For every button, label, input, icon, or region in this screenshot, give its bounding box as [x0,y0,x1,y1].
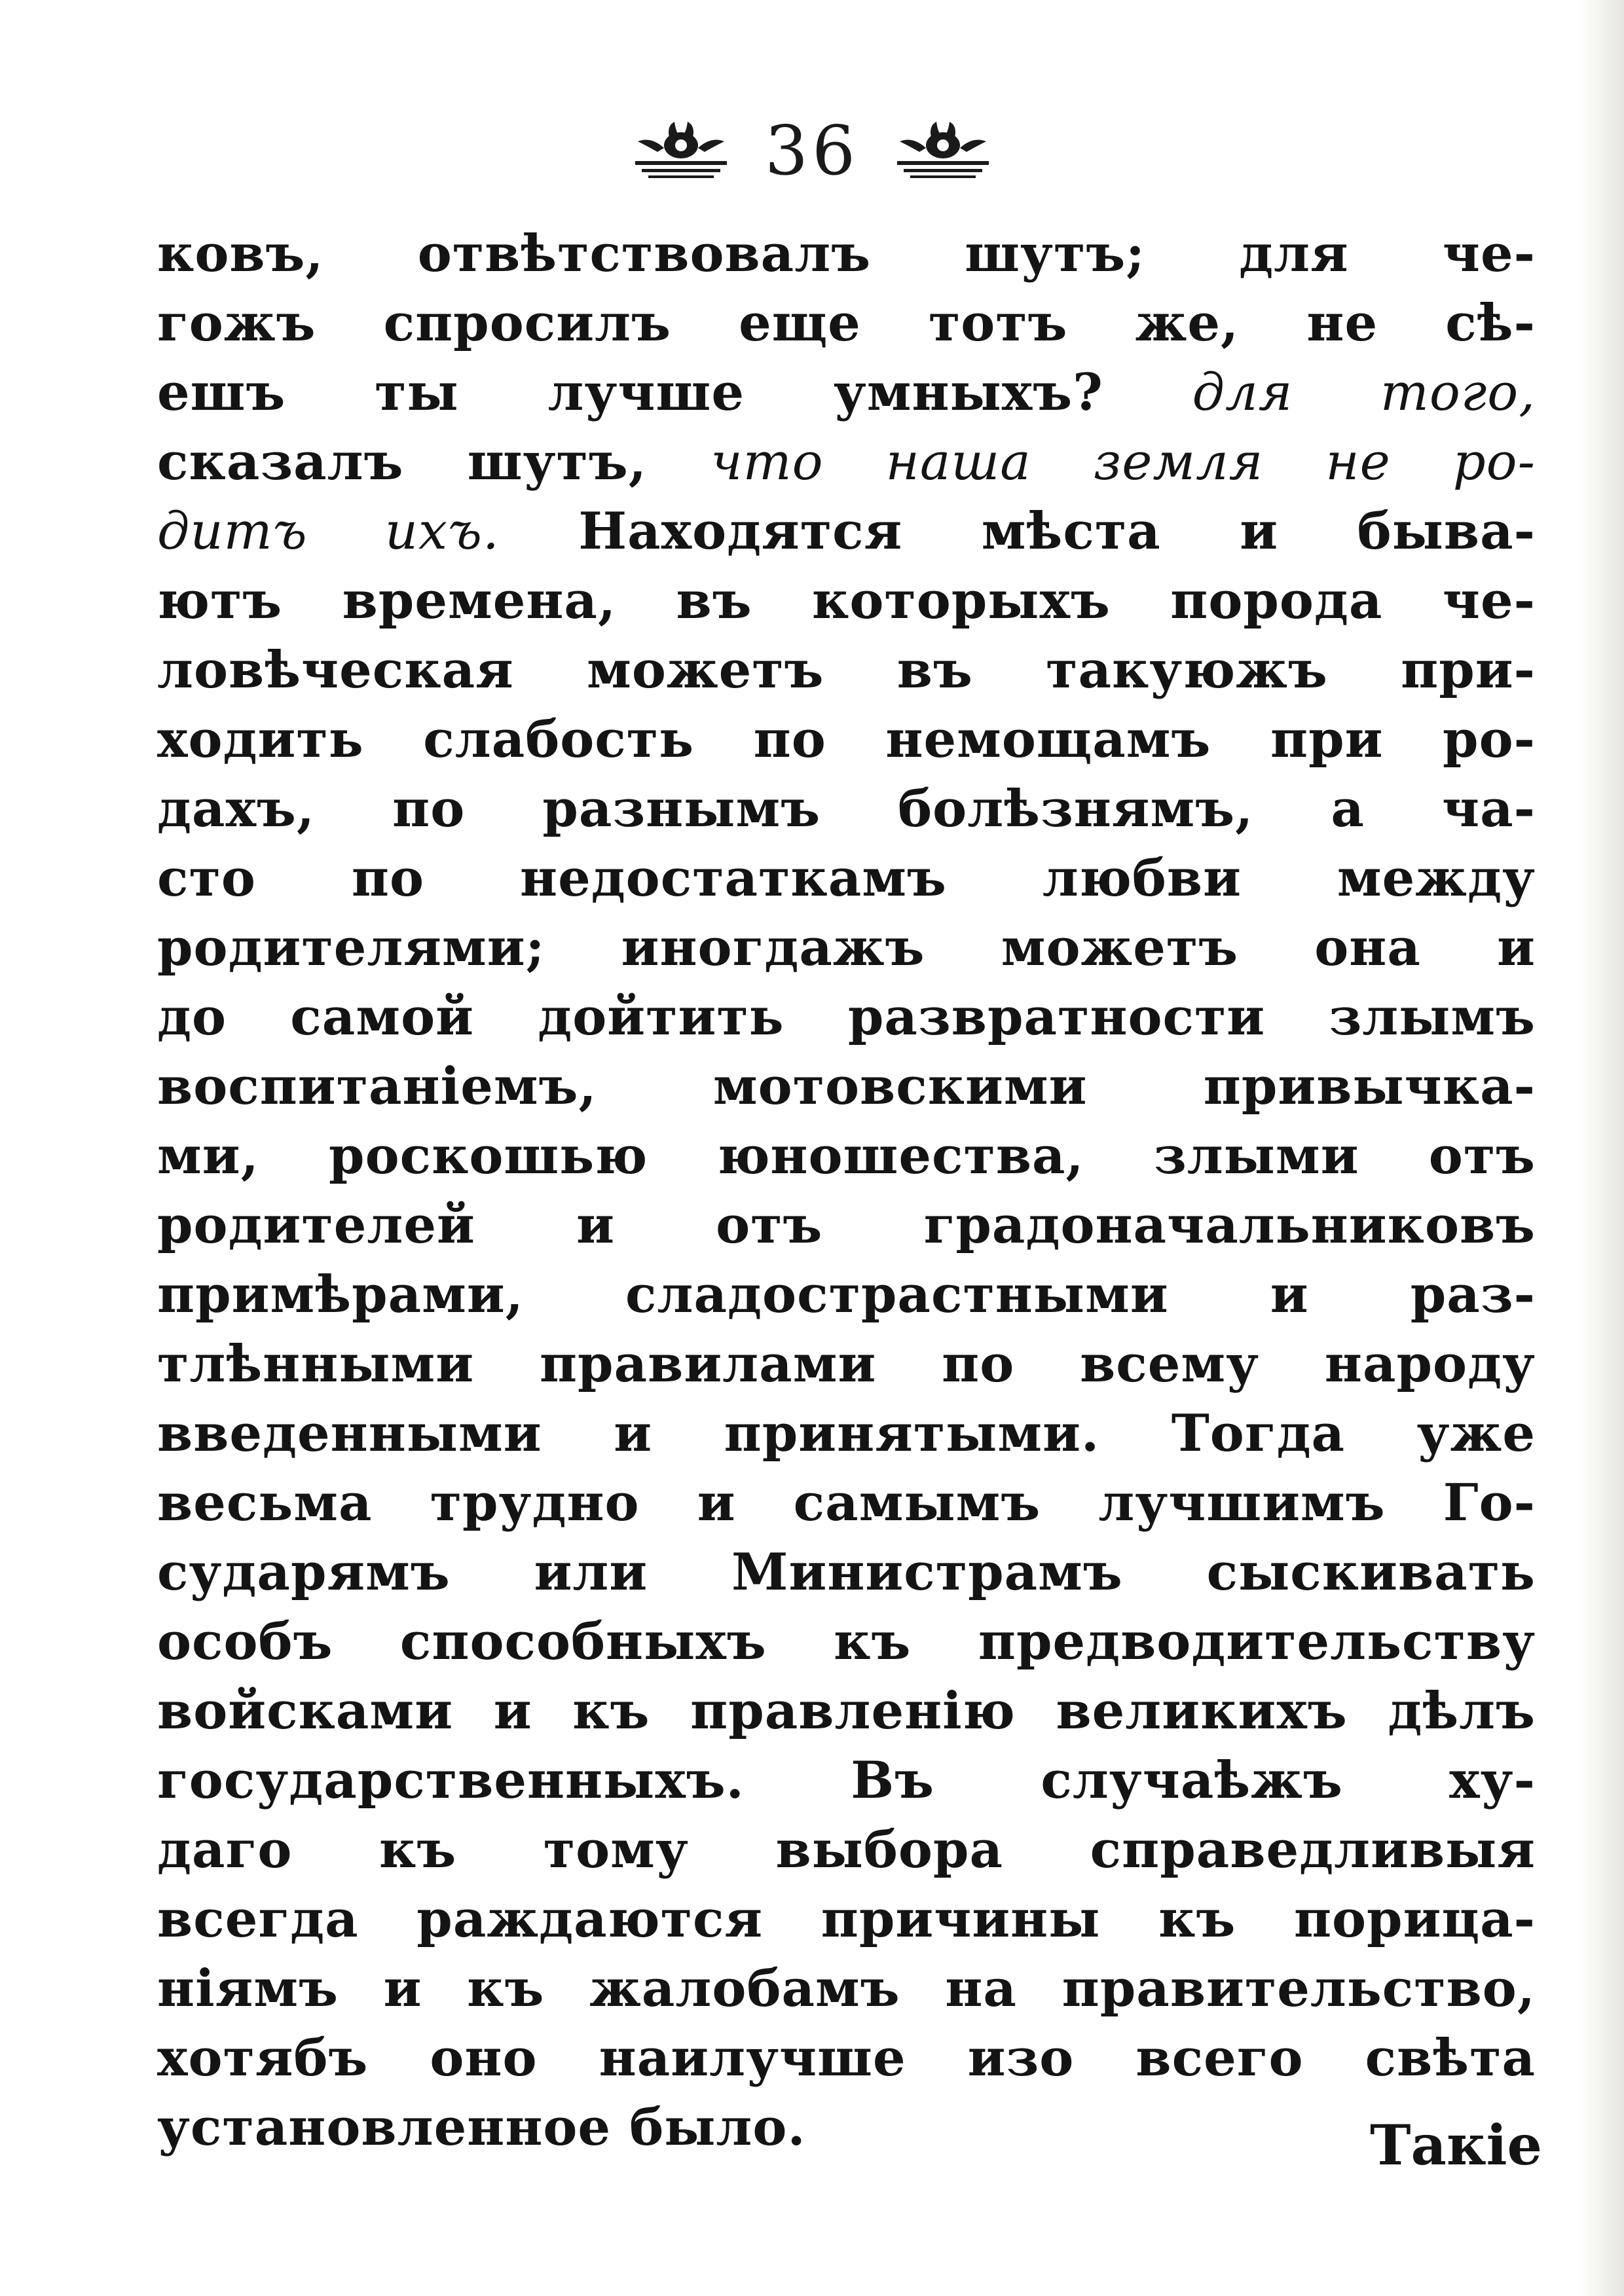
text-line: ковъ, отвѣтствовалъ шутъ; для че- [157,224,1536,283]
text-line: гожъ спросилъ еще тотъ же, не сѣ- [157,293,1536,353]
text-line: дитъ ихъ. Находятся мѣста и быва- [157,501,1536,561]
italic-text: дитъ ихъ. [157,502,500,561]
text-line: ютъ времена, въ которыхъ порода че- [157,571,1536,630]
text-line: введенными и принятыми. Тогда уже [157,1404,1536,1463]
text-line: родителями; иногдажъ можетъ она и [157,918,1536,977]
ornament-icon [891,118,995,183]
text-line: тлѣнными правилами по всему народу [157,1334,1536,1394]
text-line: ходить слабость по немощамъ при ро- [157,710,1536,769]
text-line: родителей и отъ градоначальниковъ [157,1195,1536,1255]
scan-edge-shadow [1578,0,1624,2296]
text-line: даго къ тому выбора справедливыя [157,1820,1536,1880]
italic-text: для того, [1192,363,1536,422]
text-line: до самой дойтить развратности злымъ [157,987,1536,1047]
text-line: установленное было. [157,2098,806,2157]
text-line: хотябъ оно наилучше изо всего свѣта [157,2028,1536,2088]
text-line: сказалъ шутъ, что наша земля не ро- [157,432,1536,492]
text-line: дахъ, по разнымъ болѣзнямъ, а ча- [157,779,1536,839]
page-header [0,111,1624,190]
text-line: ешъ ты лучше умныхъ? для того, [157,363,1536,422]
text-line: сто по недостаткамъ любви между [157,848,1536,908]
page-number: 36 [764,111,860,191]
text-line: воспитаніемъ, мотовскими привычка- [157,1057,1536,1116]
italic-text: что наша земля не ро- [710,433,1536,492]
text-line: государственныхъ. Въ случаѣжъ ху- [157,1751,1536,1810]
catchword: Такіе [1370,2113,1542,2178]
text-line: ніямъ и къ жалобамъ на правительство, [157,1959,1536,2018]
text-line: сударямъ или Министрамъ сыскивать [157,1542,1536,1602]
text-line: войсками и къ правленію великихъ дѣлъ [157,1681,1536,1741]
text-line: ловѣческая можетъ въ такуюжъ при- [157,640,1536,700]
text-line: особъ способныхъ къ предводительству [157,1612,1536,1671]
text-line: весьма трудно и самымъ лучшимъ Го- [157,1473,1536,1533]
text-line: ми, роскошью юношества, злыми отъ [157,1126,1536,1186]
body-text [157,219,1536,2162]
text-line: всегда раждаются причины къ порица- [157,1889,1536,1949]
text-line: примѣрами, сладострастными и раз- [157,1265,1536,1324]
ornament-icon [629,118,733,183]
